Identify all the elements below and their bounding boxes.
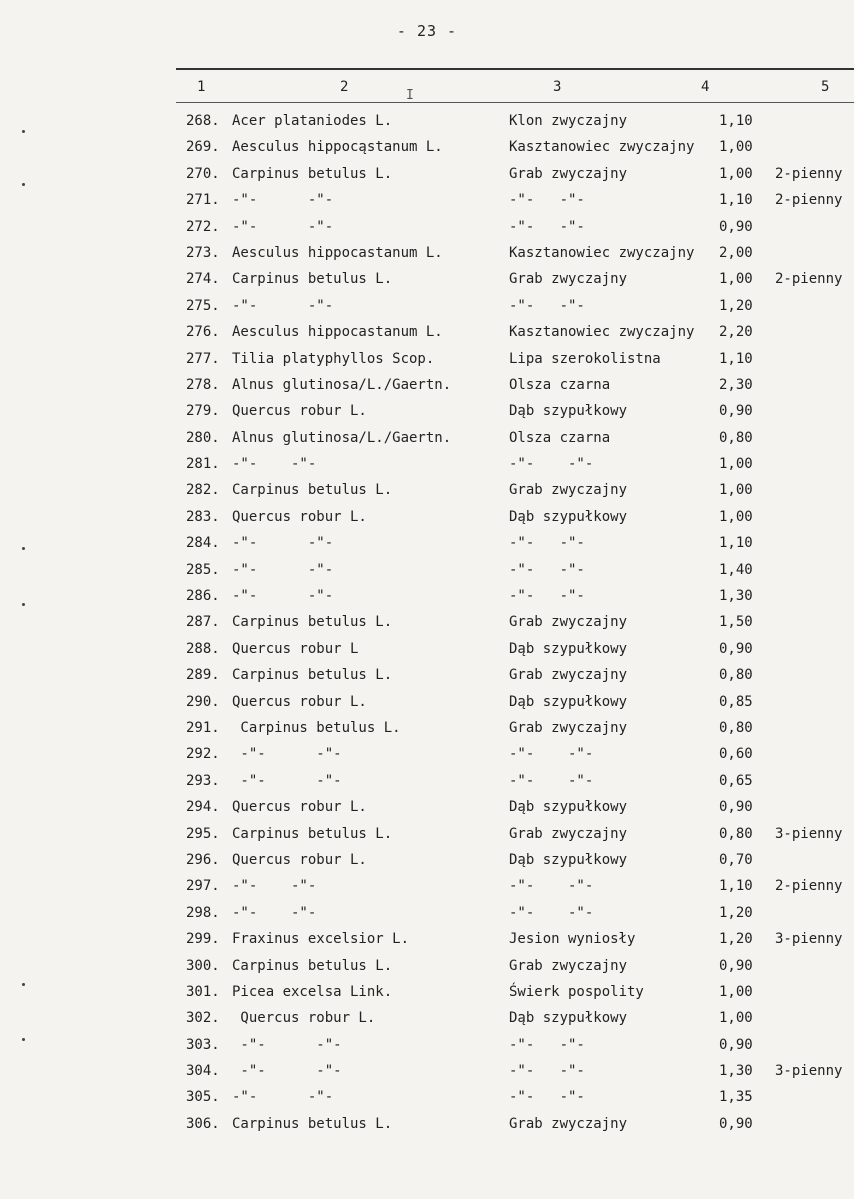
polish-name: -"- -"-: [509, 1063, 585, 1080]
measurement-value: 1,35: [719, 1089, 753, 1106]
row-number: 280.: [186, 429, 220, 446]
table-row: [0, 931, 854, 957]
latin-name: Aesculus hippocastanum L.: [232, 244, 443, 261]
table-row: [0, 905, 854, 931]
measurement-value: 1,00: [719, 165, 753, 182]
table-row: [0, 984, 854, 1010]
table-row: [0, 1089, 854, 1115]
table-row: [0, 271, 854, 297]
row-number: 292.: [186, 746, 220, 763]
latin-name: Alnus glutinosa/L./Gaertn.: [232, 429, 452, 446]
row-number: 274.: [186, 271, 220, 288]
table-header-rule: [176, 102, 854, 103]
note: 2-pienny: [775, 878, 843, 895]
polish-name: Grab zwyczajny: [509, 719, 628, 736]
polish-name: -"- -"-: [509, 535, 585, 552]
measurement-value: 0,90: [719, 640, 753, 657]
row-number: 298.: [186, 904, 220, 921]
table-row: [0, 667, 854, 693]
polish-name: Kasztanowiec zwyczajny: [509, 324, 695, 341]
table-row: [0, 878, 854, 904]
note: 2-pienny: [775, 192, 843, 209]
latin-name: Aesculus hippocastanum L.: [232, 324, 443, 341]
measurement-value: 0,90: [719, 957, 753, 974]
latin-name: Tilia platyphyllos Scop.: [232, 350, 435, 367]
measurement-value: 1,50: [719, 614, 753, 631]
latin-name: Alnus glutinosa/L./Gaertn.: [232, 376, 452, 393]
measurement-value: 1,00: [719, 482, 753, 499]
measurement-value: 2,20: [719, 324, 753, 341]
table-row: [0, 799, 854, 825]
table-row: [0, 113, 854, 139]
polish-name: -"- -"-: [509, 1036, 585, 1053]
polish-name: Grab zwyczajny: [509, 1115, 628, 1132]
table-row: [0, 1063, 854, 1089]
row-number: 301.: [186, 983, 220, 1000]
header-col-4: 4: [701, 79, 710, 95]
row-number: 276.: [186, 324, 220, 341]
polish-name: Dąb szypułkowy: [509, 508, 628, 525]
latin-name: Fraxinus excelsior L.: [232, 931, 410, 948]
polish-name: Kasztanowiec zwyczajny: [509, 244, 695, 261]
latin-name: Quercus robur L.: [232, 851, 367, 868]
latin-name: Quercus robur L.: [232, 508, 367, 525]
polish-name: -"- -"-: [509, 218, 585, 235]
measurement-value: 1,10: [719, 192, 753, 209]
measurement-value: 0,90: [719, 799, 753, 816]
measurement-value: 1,20: [719, 904, 753, 921]
table-row: [0, 219, 854, 245]
measurement-value: 1,00: [719, 1010, 753, 1027]
table-row: [0, 456, 854, 482]
polish-name: Jesion wyniosły: [509, 931, 636, 948]
measurement-value: 1,00: [719, 456, 753, 473]
table-row: [0, 852, 854, 878]
polish-name: -"- -"-: [509, 772, 594, 789]
latin-name: -"- -"-: [232, 1063, 342, 1080]
polish-name: -"- -"-: [509, 878, 594, 895]
row-number: 305.: [186, 1089, 220, 1106]
polish-name: Grab zwyczajny: [509, 614, 628, 631]
polish-name: Grab zwyczajny: [509, 825, 628, 842]
page-number: - 23 -: [396, 22, 458, 40]
row-number: 278.: [186, 376, 220, 393]
row-number: 269.: [186, 139, 220, 156]
measurement-value: 1,00: [719, 271, 753, 288]
polish-name: Dąb szypułkowy: [509, 403, 628, 420]
note: 2-pienny: [775, 271, 843, 288]
note: 3-pienny: [775, 825, 843, 842]
measurement-value: 0,90: [719, 403, 753, 420]
latin-name: -"- -"-: [232, 297, 334, 314]
row-number: 296.: [186, 851, 220, 868]
table-row: [0, 139, 854, 165]
measurement-value: 0,80: [719, 667, 753, 684]
polish-name: Dąb szypułkowy: [509, 640, 628, 657]
table-row: [0, 192, 854, 218]
row-number: 282.: [186, 482, 220, 499]
measurement-value: 0,85: [719, 693, 753, 710]
latin-name: Carpinus betulus L.: [232, 667, 393, 684]
latin-name: Carpinus betulus L.: [232, 482, 393, 499]
latin-name: Aesculus hippocąstanum L.: [232, 139, 443, 156]
latin-name: Carpinus betulus L.: [232, 825, 393, 842]
row-number: 293.: [186, 772, 220, 789]
measurement-value: 1,40: [719, 561, 753, 578]
row-number: 295.: [186, 825, 220, 842]
measurement-value: 0,60: [719, 746, 753, 763]
row-number: 270.: [186, 165, 220, 182]
polish-name: -"- -"-: [509, 297, 585, 314]
table-row: [0, 245, 854, 271]
row-number: 272.: [186, 218, 220, 235]
measurement-value: 0,90: [719, 218, 753, 235]
latin-name: -"- -"-: [232, 456, 317, 473]
latin-name: Acer plataniodes L.: [232, 113, 393, 129]
row-number: 291.: [186, 719, 220, 736]
table-row: [0, 430, 854, 456]
note: 2-pienny: [775, 165, 843, 182]
row-number: 302.: [186, 1010, 220, 1027]
table-row: [0, 1116, 854, 1142]
note: 3-pienny: [775, 1063, 843, 1080]
table-row: [0, 298, 854, 324]
latin-name: -"- -"-: [232, 1089, 334, 1106]
measurement-value: 1,00: [719, 508, 753, 525]
latin-name: -"- -"-: [232, 772, 342, 789]
measurement-value: 2,30: [719, 376, 753, 393]
measurement-value: 1,10: [719, 535, 753, 552]
latin-name: Quercus robur L.: [232, 693, 367, 710]
row-number: 283.: [186, 508, 220, 525]
table-row: [0, 1037, 854, 1063]
latin-name: Carpinus betulus L.: [232, 271, 393, 288]
row-number: 287.: [186, 614, 220, 631]
table-row: [0, 1010, 854, 1036]
polish-name: Grab zwyczajny: [509, 271, 628, 288]
measurement-value: 1,30: [719, 588, 753, 605]
latin-name: Carpinus betulus L.: [232, 957, 393, 974]
row-number: 288.: [186, 640, 220, 657]
latin-name: -"- -"-: [232, 878, 317, 895]
latin-name: -"- -"-: [232, 218, 334, 235]
polish-name: Grab zwyczajny: [509, 667, 628, 684]
header-col-1: 1: [197, 79, 206, 95]
latin-name: -"- -"-: [232, 192, 334, 209]
row-number: 299.: [186, 931, 220, 948]
polish-name: -"- -"-: [509, 456, 594, 473]
polish-name: Dąb szypułkowy: [509, 693, 628, 710]
table-row: [0, 482, 854, 508]
measurement-value: 1,20: [719, 931, 753, 948]
polish-name: Lipa szerokolistna: [509, 350, 661, 367]
latin-name: Picea excelsa Link.: [232, 983, 393, 1000]
measurement-value: 0,90: [719, 1115, 753, 1132]
table-row: [0, 562, 854, 588]
latin-name: -"- -"-: [232, 588, 334, 605]
table-row: [0, 588, 854, 614]
table-row: [0, 641, 854, 667]
header-col-3: 3: [553, 79, 562, 95]
measurement-value: 0,80: [719, 719, 753, 736]
table-row: [0, 535, 854, 561]
measurement-value: 1,30: [719, 1063, 753, 1080]
measurement-value: 0,70: [719, 851, 753, 868]
polish-name: -"- -"-: [509, 746, 594, 763]
table-body: [0, 113, 854, 1142]
table-top-rule: [176, 68, 854, 70]
polish-name: -"- -"-: [509, 192, 585, 209]
header-col-2: 2: [340, 79, 349, 95]
polish-name: -"- -"-: [509, 561, 585, 578]
table-row: [0, 403, 854, 429]
polish-name: Olsza czarna: [509, 376, 611, 393]
latin-name: -"- -"-: [232, 1036, 342, 1053]
row-number: 306.: [186, 1115, 220, 1132]
polish-name: Dąb szypułkowy: [509, 1010, 628, 1027]
latin-name: Carpinus betulus L.: [232, 719, 401, 736]
measurement-value: 0,80: [719, 429, 753, 446]
table-row: [0, 166, 854, 192]
table-row: [0, 377, 854, 403]
row-number: 281.: [186, 456, 220, 473]
latin-name: -"- -"-: [232, 904, 317, 921]
polish-name: Grab zwyczajny: [509, 482, 628, 499]
measurement-value: 1,10: [719, 878, 753, 895]
polish-name: -"- -"-: [509, 904, 594, 921]
measurement-value: 1,10: [719, 113, 753, 129]
measurement-value: 1,00: [719, 983, 753, 1000]
row-number: 271.: [186, 192, 220, 209]
polish-name: Dąb szypułkowy: [509, 851, 628, 868]
latin-name: -"- -"-: [232, 746, 342, 763]
latin-name: Carpinus betulus L.: [232, 614, 393, 631]
table-row: [0, 351, 854, 377]
row-number: 277.: [186, 350, 220, 367]
polish-name: Kasztanowiec zwyczajny: [509, 139, 695, 156]
latin-name: -"- -"-: [232, 535, 334, 552]
latin-name: Quercus robur L: [232, 640, 359, 657]
row-number: 285.: [186, 561, 220, 578]
measurement-value: 1,20: [719, 297, 753, 314]
row-number: 294.: [186, 799, 220, 816]
table-row: [0, 773, 854, 799]
latin-name: -"- -"-: [232, 561, 334, 578]
measurement-value: 0,65: [719, 772, 753, 789]
cursor-mark: I: [406, 88, 414, 103]
polish-name: Świerk pospolity: [509, 983, 644, 1000]
table-row: [0, 324, 854, 350]
row-number: 290.: [186, 693, 220, 710]
measurement-value: 1,00: [719, 139, 753, 156]
row-number: 289.: [186, 667, 220, 684]
table-row: [0, 694, 854, 720]
table-header: [0, 79, 854, 99]
measurement-value: 1,10: [719, 350, 753, 367]
row-number: 300.: [186, 957, 220, 974]
row-number: 275.: [186, 297, 220, 314]
polish-name: Grab zwyczajny: [509, 165, 628, 182]
polish-name: -"- -"-: [509, 588, 585, 605]
row-number: 303.: [186, 1036, 220, 1053]
row-number: 286.: [186, 588, 220, 605]
table-row: [0, 746, 854, 772]
polish-name: -"- -"-: [509, 1089, 585, 1106]
latin-name: Quercus robur L.: [232, 799, 367, 816]
table-row: [0, 720, 854, 746]
note: 3-pienny: [775, 931, 843, 948]
table-row: [0, 509, 854, 535]
latin-name: Carpinus betulus L.: [232, 1115, 393, 1132]
measurement-value: 2,00: [719, 244, 753, 261]
latin-name: Quercus robur L.: [232, 403, 367, 420]
row-number: 284.: [186, 535, 220, 552]
header-col-5: 5: [821, 79, 830, 95]
latin-name: Carpinus betulus L.: [232, 165, 393, 182]
measurement-value: 0,90: [719, 1036, 753, 1053]
row-number: 268.: [186, 113, 220, 129]
row-number: 279.: [186, 403, 220, 420]
table-row: [0, 614, 854, 640]
row-number: 304.: [186, 1063, 220, 1080]
row-number: 273.: [186, 244, 220, 261]
table-row: [0, 958, 854, 984]
polish-name: Olsza czarna: [509, 429, 611, 446]
polish-name: Grab zwyczajny: [509, 957, 628, 974]
table-row: [0, 826, 854, 852]
measurement-value: 0,80: [719, 825, 753, 842]
polish-name: Dąb szypułkowy: [509, 799, 628, 816]
latin-name: Quercus robur L.: [232, 1010, 376, 1027]
row-number: 297.: [186, 878, 220, 895]
polish-name: Klon zwyczajny: [509, 113, 628, 129]
